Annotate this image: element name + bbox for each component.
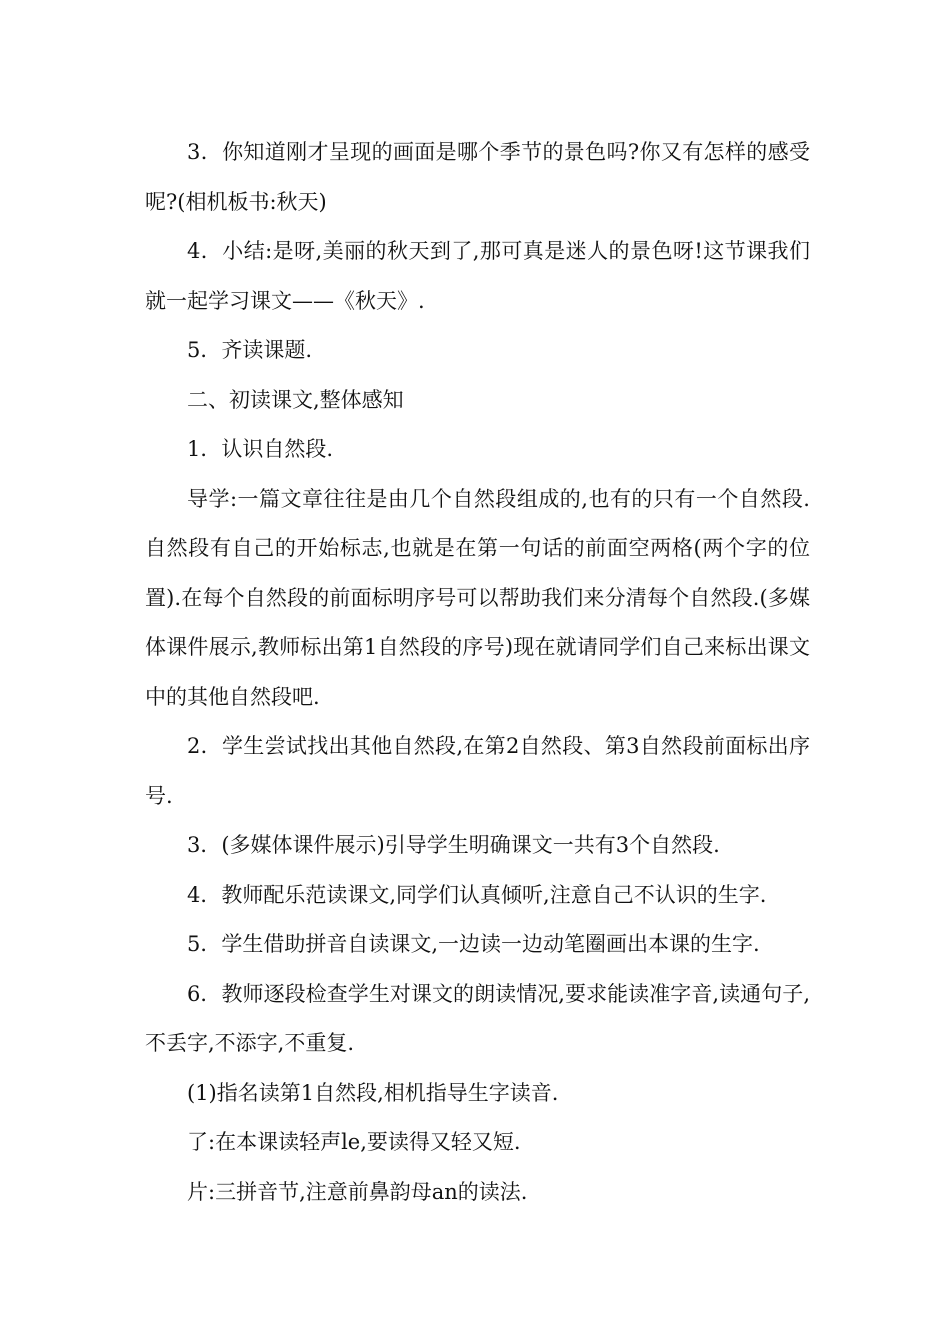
document-body <box>145 128 810 1217</box>
paragraph-pian-note: 片:三拼音节,注意前鼻韵母an的读法. <box>187 1179 528 1204</box>
paragraph-recognize-paragraphs: 1．认识自然段. <box>187 437 334 461</box>
paragraph-read-title: 5．齐读课题. <box>187 338 313 362</box>
paragraph-student-reads: 5．学生借助拼音自读课文,一边读一边动笔圈画出本课的生字. <box>187 932 760 956</box>
paragraph-guide: 导学:一篇文章往往是由几个自然段组成的,也有的只有一个自然段.自然段有自己的开始标志,也就是在第一句话的前面空两格(两个字的位置).在每个自然段的前面标明序号可以帮助我们来分清每个自然段.(多媒体课件展示,教师标出第1自然段的序号)现在就请同学们自己来标出课文中的其他自然段吧. <box>145 486 810 709</box>
paragraph-question-season: 3．你知道刚才呈现的画面是哪个季节的景色吗?你又有怎样的感受呢?(相机板书:秋天) <box>145 140 810 214</box>
paragraph-le-note: 了:在本课读轻声le,要读得又轻又短. <box>187 1130 521 1154</box>
paragraph-find-paragraphs: 2．学生尝试找出其他自然段,在第2自然段、第3自然段前面标出序号. <box>145 734 810 808</box>
paragraph-summary: 4．小结:是呀,美丽的秋天到了,那可真是迷人的景色呀!这节课我们就一起学习课文——《秋天》. <box>145 239 810 313</box>
paragraph-teacher-reads: 4．教师配乐范读课文,同学们认真倾听,注意自己不认识的生字. <box>187 882 767 907</box>
section-heading: 二、初读课文,整体感知 <box>187 387 404 412</box>
paragraph-check-reading: 6．教师逐段检查学生对课文的朗读情况,要求能读准字音,读通句子,不丢字,不添字,不重复. <box>145 981 810 1055</box>
paragraph-read-first: (1)指名读第1自然段,相机指导生字读音. <box>187 1080 559 1105</box>
paragraph-multimedia: 3．(多媒体课件展示)引导学生明确课文一共有3个自然段. <box>187 833 720 857</box>
